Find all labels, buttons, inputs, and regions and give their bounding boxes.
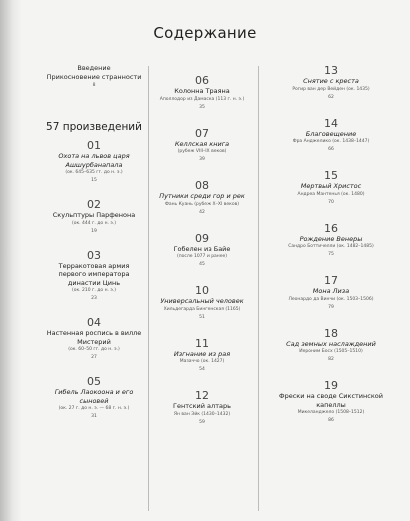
toc-entry[interactable] [152, 232, 252, 269]
entry-page-number: 79 [328, 304, 334, 310]
entry-title: Рождение Венеры [299, 234, 363, 243]
column-divider-left [148, 66, 149, 511]
entry-number: 04 [87, 316, 101, 329]
entry-number: 06 [195, 74, 209, 87]
toc-entry[interactable] [152, 337, 252, 374]
entry-details: (ок. 27 г. до н. э. — 68 г. н. э.) [58, 406, 130, 411]
entry-details: Рогир ван дер Вейден (ок. 1435) [292, 86, 370, 92]
toc-entry[interactable] [152, 179, 252, 216]
entry-details: Микеланджело (1508–1512) [297, 410, 365, 415]
entry-details: (ок. 444 г. до н. э.) [71, 220, 117, 226]
entry-number: 12 [195, 389, 209, 402]
entry-details: Ян ван Эйк (1430–1432) [173, 411, 231, 417]
toc-entry[interactable] [152, 284, 252, 321]
toc-entry[interactable] [272, 379, 390, 424]
entry-title: Скульптуры Парфенона [52, 211, 136, 219]
book-gutter-shadow [0, 0, 22, 521]
toc-entry[interactable] [44, 139, 144, 184]
entry-number: 10 [195, 284, 209, 297]
intro-subtitle: Прикосновение странности [46, 72, 142, 81]
entry-details: Андреа Мантенья (ок. 1480) [297, 191, 365, 197]
toc-entry[interactable] [272, 274, 390, 311]
entry-page-number: 86 [328, 418, 334, 423]
entry-details: (после 1077 и ранее) [176, 254, 228, 259]
entry-title: Гентский алтарь [173, 402, 231, 410]
toc-entry[interactable] [152, 389, 252, 426]
entry-title: Терракотовая армия первого императора династии Цинь [58, 261, 130, 287]
toc-entry[interactable] [152, 74, 252, 111]
entry-page-number: 82 [328, 357, 334, 362]
entry-title: Фрески на своде Сикстинской капеллы [279, 392, 383, 409]
entry-number: 03 [87, 248, 101, 262]
toc-list-col1 [44, 139, 144, 420]
toc-entry[interactable] [272, 117, 390, 154]
entry-page-number: 42 [199, 209, 205, 215]
toc-list-col2 [152, 74, 252, 426]
entry-details: (ок. 210 г. до н. э.) [71, 288, 117, 293]
entry-title: Келлская книга [174, 139, 230, 148]
toc-column-1 [44, 64, 144, 420]
entry-details: Сандро Боттичелли (ок. 1482–1485) [288, 244, 374, 249]
entry-number: 17 [324, 274, 338, 287]
page-title: Содержание [153, 24, 257, 42]
entry-title: Сад земных наслаждений [286, 339, 376, 348]
intro-page-number: 8 [92, 83, 96, 88]
toc-entry[interactable] [272, 327, 390, 364]
entry-page-number: 75 [328, 252, 334, 257]
entry-details: Аполлодор из Дамаска (113 г. н. э.) [159, 96, 245, 102]
entry-title: Охота на львов царя Ашшурбанапала [58, 152, 130, 169]
toc-entry[interactable] [272, 222, 390, 259]
entry-page-number: 31 [91, 414, 97, 419]
toc-column-2 [152, 64, 252, 426]
entry-page-number: 23 [91, 296, 97, 301]
entry-details: (рубеж VIII–IX веков) [177, 149, 227, 154]
entry-page-number: 19 [91, 228, 97, 234]
entry-title: Настенная роспись в вилле Мистерий [46, 329, 142, 346]
section-heading: 57 произведений [46, 121, 142, 133]
toc-entry[interactable] [44, 316, 144, 361]
entry-details: Иероним Босх (1505–1510) [299, 349, 363, 354]
entry-number: 19 [324, 379, 338, 392]
entry-details: Хильдегарда Бингенская (1165) [163, 306, 241, 312]
entry-number: 08 [195, 179, 209, 192]
toc-column-3 [272, 64, 390, 424]
entry-title: Гибель Лаокоона и его сыновей [54, 388, 134, 405]
entry-page-number: 15 [91, 178, 97, 183]
entry-details: (ок. 60–50 гг. до н. э.) [68, 347, 120, 352]
entry-number: 14 [324, 116, 338, 130]
entry-number: 11 [195, 336, 209, 350]
toc-entry[interactable] [152, 127, 252, 164]
entry-title: Мона Лиза [312, 287, 350, 295]
column-divider-right [258, 66, 259, 511]
entry-details: Фра Анджелико (ок. 1438–1447) [292, 139, 370, 144]
toc-entry[interactable] [44, 249, 144, 303]
entry-page-number: 54 [199, 367, 205, 372]
entry-details: Леонардо да Винчи (ок. 1503–1506) [288, 296, 374, 302]
toc-entry[interactable] [272, 169, 390, 206]
entry-number: 09 [195, 231, 209, 245]
entry-page-number: 35 [199, 104, 205, 110]
entry-page-number: 51 [199, 314, 205, 320]
entry-number: 16 [324, 221, 338, 235]
entry-number: 13 [324, 64, 338, 77]
toc-entry[interactable] [272, 64, 390, 101]
entry-number: 01 [87, 139, 101, 152]
toc-entry[interactable] [44, 198, 144, 235]
entry-title: Благовещение [305, 129, 357, 138]
entry-page-number: 66 [328, 147, 334, 152]
entry-details: Мазаччо (ок. 1427) [179, 359, 225, 364]
entry-number: 02 [87, 198, 101, 211]
entry-number: 07 [195, 126, 209, 140]
entry-page-number: 39 [199, 157, 205, 162]
entry-details: (ок. 645–635 гг. до н. э.) [65, 170, 123, 175]
entry-number: 18 [324, 326, 338, 340]
entry-page-number: 27 [91, 355, 97, 360]
entry-number: 05 [87, 375, 101, 388]
entry-title: Изгнание из рая [173, 349, 231, 358]
entry-title: Мертвый Христос [300, 182, 362, 190]
entry-page-number: 45 [199, 262, 205, 267]
entry-title: Снятие с креста [303, 77, 359, 85]
intro-title: Введение [77, 64, 111, 72]
entry-title: Путники среди гор и рек [159, 192, 245, 200]
entry-page-number: 59 [199, 419, 205, 425]
entry-title: Универсальный человек [160, 297, 244, 305]
entry-title: Гобелен из Байе [173, 244, 231, 253]
entry-number: 15 [324, 169, 338, 182]
entry-title: Колонна Траяна [174, 87, 230, 95]
toc-list-col3 [272, 64, 390, 424]
entry-page-number: 62 [328, 94, 334, 100]
entry-page-number: 70 [328, 199, 334, 205]
toc-entry[interactable] [44, 375, 144, 420]
entry-details: Фань Куань (рубеж X–XI веков) [164, 201, 240, 207]
